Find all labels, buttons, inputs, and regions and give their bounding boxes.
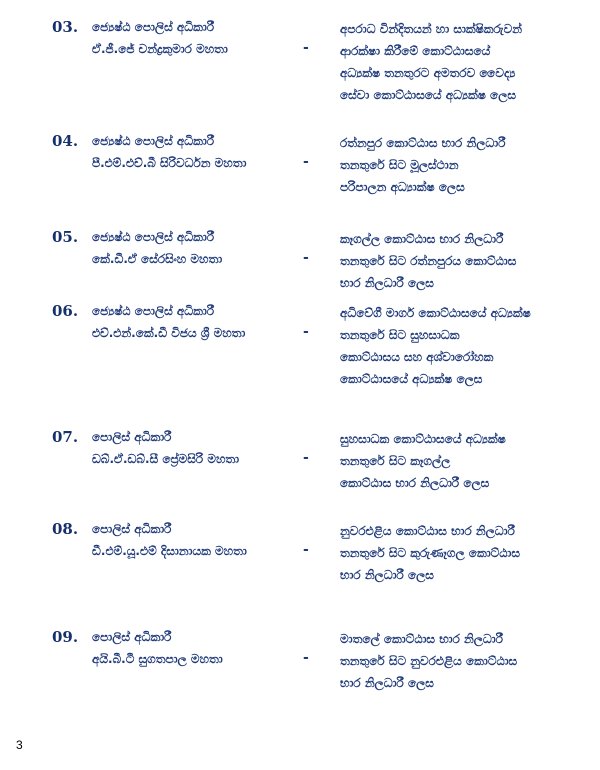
description-line: තනතුරේ සිට සුහසාධක	[340, 328, 460, 342]
officer-name: පී.එම්.එච්.බී සිරිවර්ධන මහතා	[92, 156, 247, 170]
separator-dash: -	[303, 324, 309, 340]
description-line: නුවරඑළිය කොට්ඨාස භාර නිලධාරී	[340, 524, 515, 538]
separator-dash: -	[303, 542, 309, 558]
description-line: කොට්ඨාසය සහ අශ්වාරෝහක	[340, 350, 494, 364]
new-posting-description	[340, 520, 595, 586]
entry-number: 07.	[52, 428, 79, 446]
description-line: පරිපාලන අධ්‍යාක්ෂ ලෙස	[340, 180, 465, 194]
officer-rank: පොලිස් අධිකාරී	[92, 522, 172, 536]
description-line: භාර නිලධාරී ලෙස	[340, 568, 434, 582]
description-line: තනතුරේ සිට කෑගල්ල	[340, 454, 451, 468]
entry-number: 09.	[52, 628, 79, 646]
description-line: අපරාධ වින්දිතයන් හා සාක්ෂිකරුවන්	[340, 22, 522, 36]
new-posting-description	[340, 302, 595, 390]
separator-dash: -	[303, 40, 309, 56]
description-line: තනතුරේ සිට කුරුණෑගල කොට්ඨාස	[340, 546, 520, 560]
description-line: අධිවේගී මාර්ග කොට්ඨාසයේ අධ්‍යක්ෂ	[340, 306, 531, 320]
entry-number: 05.	[52, 228, 79, 246]
description-line: තනතුරේ සිට මූලස්ථාන	[340, 158, 459, 172]
new-posting-description	[340, 628, 595, 694]
new-posting-description	[340, 228, 595, 294]
page-number: 3	[16, 738, 23, 752]
officer-rank: පොලිස් අධිකාරී	[92, 430, 172, 444]
officer-rank: ජ්‍යෙෂ්ඨ පොලිස් අධිකාරී	[92, 230, 215, 244]
officer-name: කේ.ඩී.ඒ සේරසිංහ මහතා	[92, 252, 223, 266]
officer-rank: ජ්‍යෙෂ්ඨ පොලිස් අධිකාරී	[92, 134, 215, 148]
entry-number: 08.	[52, 520, 79, 538]
separator-dash: -	[303, 450, 309, 466]
entry-number: 04.	[52, 132, 79, 150]
description-line: කොට්ඨාසයේ අධ්‍යක්ෂ ලෙස	[340, 372, 483, 386]
description-line: සේවා කොට්ඨාසයේ අධ්‍යක්ෂ ලෙස	[340, 88, 516, 102]
officer-rank: ජ්‍යෙෂ්ඨ පොලිස් අධිකාරී	[92, 304, 215, 318]
description-line: මාතලේ කොට්ඨාස භාර නිලධාරී	[340, 632, 504, 646]
description-line: තනතුරේ සිට රත්නපුරය කොට්ඨාස	[340, 254, 517, 268]
officer-name: ඩී.එම්.යූ.එම් දිසානායක මහතා	[92, 544, 247, 558]
officer-name: ඒ.ජී.ජේ චන්ද්‍රකුමාර මහතා	[92, 42, 228, 56]
officer-name: ඩබ්.ඒ.ඩබ්.සී ප්‍රේමසිරි මහතා	[92, 452, 240, 466]
description-line: කොට්ඨාස භාර නිලධාරී ලෙස	[340, 476, 490, 490]
separator-dash: -	[303, 650, 309, 666]
entry-number: 06.	[52, 302, 79, 320]
entry-number: 03.	[52, 18, 79, 36]
separator-dash: -	[303, 250, 309, 266]
new-posting-description	[340, 428, 595, 494]
officer-rank: පොලිස් අධිකාරී	[92, 630, 172, 644]
description-line: සුහසාධක කොට්ඨාසයේ අධ්‍යක්ෂ	[340, 432, 506, 446]
description-line: අධ්‍යක්ෂ තනතුරට අමතරව වෛද්‍ය	[340, 66, 516, 80]
description-line: තනතුරේ සිට නුවරඑළිය කොට්ඨාස	[340, 654, 518, 668]
officer-name: එච්.එන්.කේ.ඩී විජය ශ්‍රී මහතා	[92, 326, 246, 340]
description-line: ආරක්ෂා කිරීමේ කොට්ඨාසයේ	[340, 44, 491, 58]
separator-dash: -	[303, 154, 309, 170]
officer-name: අයි.බී.ටී සුගතපාල මහතා	[92, 652, 223, 666]
description-line: කෑගල්ල කොට්ඨාස භාර නිලධාරී	[340, 232, 504, 246]
officer-rank: ජ්‍යෙෂ්ඨ පොලිස් අධිකාරී	[92, 20, 215, 34]
new-posting-description	[340, 132, 595, 198]
description-line: රත්නපුර කොට්ඨාස භාර නිලධාරී	[340, 136, 506, 150]
description-line: භාර නිලධාරී ලෙස	[340, 276, 434, 290]
description-line: භාර නිලධාරී ලෙස	[340, 676, 434, 690]
new-posting-description	[340, 18, 595, 106]
